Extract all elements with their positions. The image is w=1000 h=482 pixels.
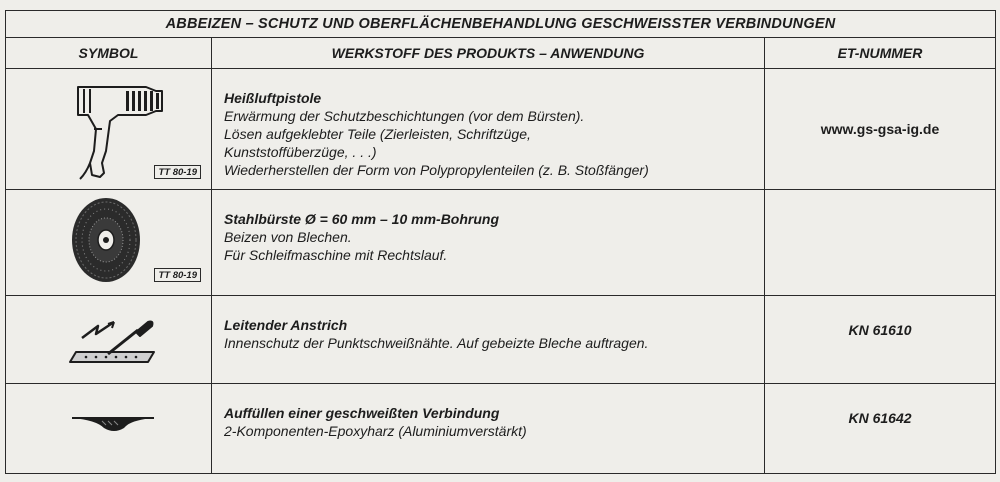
- conductive-paint-icon: [6, 296, 212, 384]
- table-row: [6, 383, 996, 473]
- symbol-cell: [6, 69, 212, 190]
- product-title: Leitender Anstrich: [224, 316, 348, 333]
- weld-seam-icon: [6, 384, 212, 474]
- header-werkstoff: WERKSTOFF DES PRODUKTS – ANWENDUNG: [212, 38, 765, 69]
- description-line: Beizen von Blechen.: [224, 229, 352, 246]
- description-line: Für Schleifmaschine mit Rechtslauf.: [224, 247, 448, 264]
- description-line: Innenschutz der Punktschweißnähte. Auf gebeizte Bleche auftragen.: [224, 334, 649, 351]
- table-title: ABBEIZEN – SCHUTZ UND OBERFLÄCHENBEHANDLUNG GESCHWEISSTER VERBINDUNGEN: [6, 11, 996, 38]
- description-cell: [212, 295, 765, 383]
- description-cell: [212, 383, 765, 473]
- table-row: [6, 190, 996, 295]
- description-cell: [212, 69, 765, 190]
- product-title: Auffüllen einer geschweißten Verbindung: [224, 404, 500, 421]
- symbol-cell: [6, 190, 212, 295]
- symbol-cell: [6, 383, 212, 473]
- et-number-cell: KN 61610: [765, 295, 996, 383]
- description-line: Erwärmung der Schutzbeschichtungen (vor dem Bürsten).: [224, 108, 585, 125]
- surface-treatment-table: [5, 10, 996, 474]
- header-symbol: SYMBOL: [6, 38, 212, 69]
- product-title: Heißluftpistole: [224, 90, 322, 107]
- description-line: 2-Komponenten-Epoxyharz (Aluminiumverstärkt): [224, 422, 527, 439]
- et-number-cell: KN 61642: [765, 383, 996, 473]
- table-row: [6, 295, 996, 383]
- description-cell: [212, 190, 765, 295]
- et-number-cell: www.gs-gsa-ig.de: [765, 69, 996, 190]
- table-row: [6, 69, 996, 190]
- tool-code-badge: TT 80-19: [154, 165, 201, 179]
- description-line: Lösen aufgeklebter Teile (Zierleisten, Schriftzüge,: [224, 126, 531, 143]
- title-row: [6, 11, 996, 38]
- description-line: Wiederherstellen der Form von Polypropylenteilen (z. B. Stoßfänger): [224, 162, 649, 179]
- description-line: Kunststoffüberzüge, . . .): [224, 144, 377, 161]
- symbol-cell: [6, 295, 212, 383]
- product-title: Stahlbürste Ø = 60 mm – 10 mm-Bohrung: [224, 211, 500, 228]
- header-row: [6, 38, 996, 69]
- header-et-nummer: ET-NUMMER: [765, 38, 996, 69]
- et-number-cell: [765, 190, 996, 295]
- tool-code-badge: TT 80-19: [154, 268, 201, 282]
